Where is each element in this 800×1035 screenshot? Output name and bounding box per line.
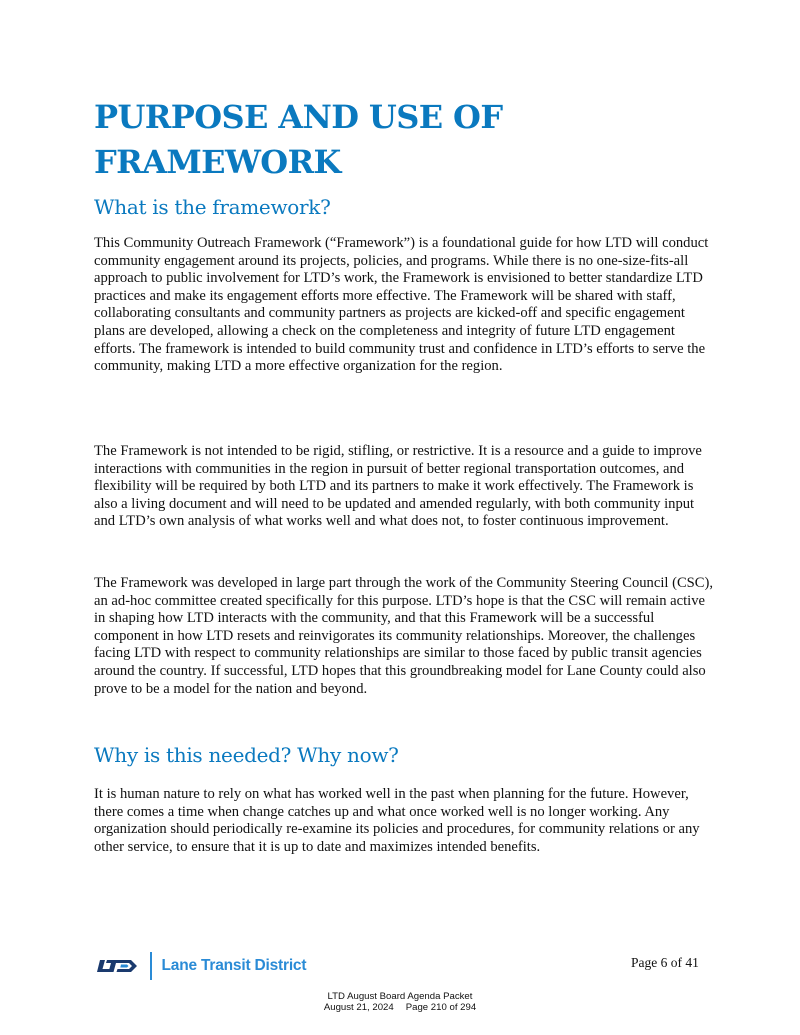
paragraph: This Community Outreach Framework (“Framework”) is a foundational guide for how LTD will conduct community engagement around its projects, policies, and programs. While there is no one-size-fits-all approach to public involvement for LTD’s work, the Framework is envisioned to better standardize LTD practices and make its engagement efforts more effective. The Framework will be shared with staff, collaborating consultants and community partners as projects are kicked-off and specific engagement plans are developed, allowing a check on the completeness and integrity of future LTD engagement efforts. The framework is intended to build community trust and confidence in LTD’s efforts to serve the community, making LTD a more effective organization for the region.	[94, 235, 709, 375]
page-number: Page 6 of 41	[631, 955, 699, 970]
packet-title: LTD August Board Agenda Packet	[327, 991, 473, 1002]
packet-date: August 21, 2024	[323, 1002, 394, 1013]
page-title: PURPOSE AND USE OF FRAMEWORK	[94, 98, 503, 181]
paragraph: The Framework was developed in large part through the work of the Community Steering Council (CSC), an ad-hoc committee created specifically for this purpose. LTD’s hope is that the CSC will remain active in shaping how LTD interacts with the community, and that this Framework will be a successful component in how LTD resets and reinvigorates its community relationships. Moreover, the challenges facing LTD with respect to community relationships are similar to those faced by public transit agencies around the country. If successful, LTD hopes that this groundbreaking model for Lane County could also prove to be a model for the nation and beyond.	[94, 575, 714, 697]
logo-divider	[150, 952, 152, 980]
footer-logo	[96, 953, 306, 979]
packet-date-line	[0, 1002, 800, 1013]
packet-page: Page 210 of 294	[405, 1002, 477, 1013]
paragraph: It is human nature to rely on what has worked well in the past when planning for the future. However, there comes a time when change catches up and what once worked well is no longer working. Any organization should periodically re-examine its policies and procedures, for community relations or any other service, to ensure that it is up to date and maximizes intended benefits.	[94, 786, 700, 855]
section-heading-why-needed: Why is this needed? Why now?	[94, 743, 399, 767]
ltd-logo-icon	[96, 957, 140, 975]
paragraph: The Framework is not intended to be rigid, stifling, or restrictive. It is a resource and a guide to improve interactions with communities in the region in pursuit of better regional transportation outcomes, and flexibility will be required by both LTD and its partners to make it work effectively. The Framework is also a living document and will need to be updated and amended regularly, with both community input and LTD’s own analysis of what works well and what does not, to foster continuous improvement.	[94, 443, 702, 530]
org-name: Lane Transit District	[161, 957, 307, 974]
section-heading-what-is-framework: What is the framework?	[94, 195, 331, 219]
packet-info	[0, 991, 800, 1013]
